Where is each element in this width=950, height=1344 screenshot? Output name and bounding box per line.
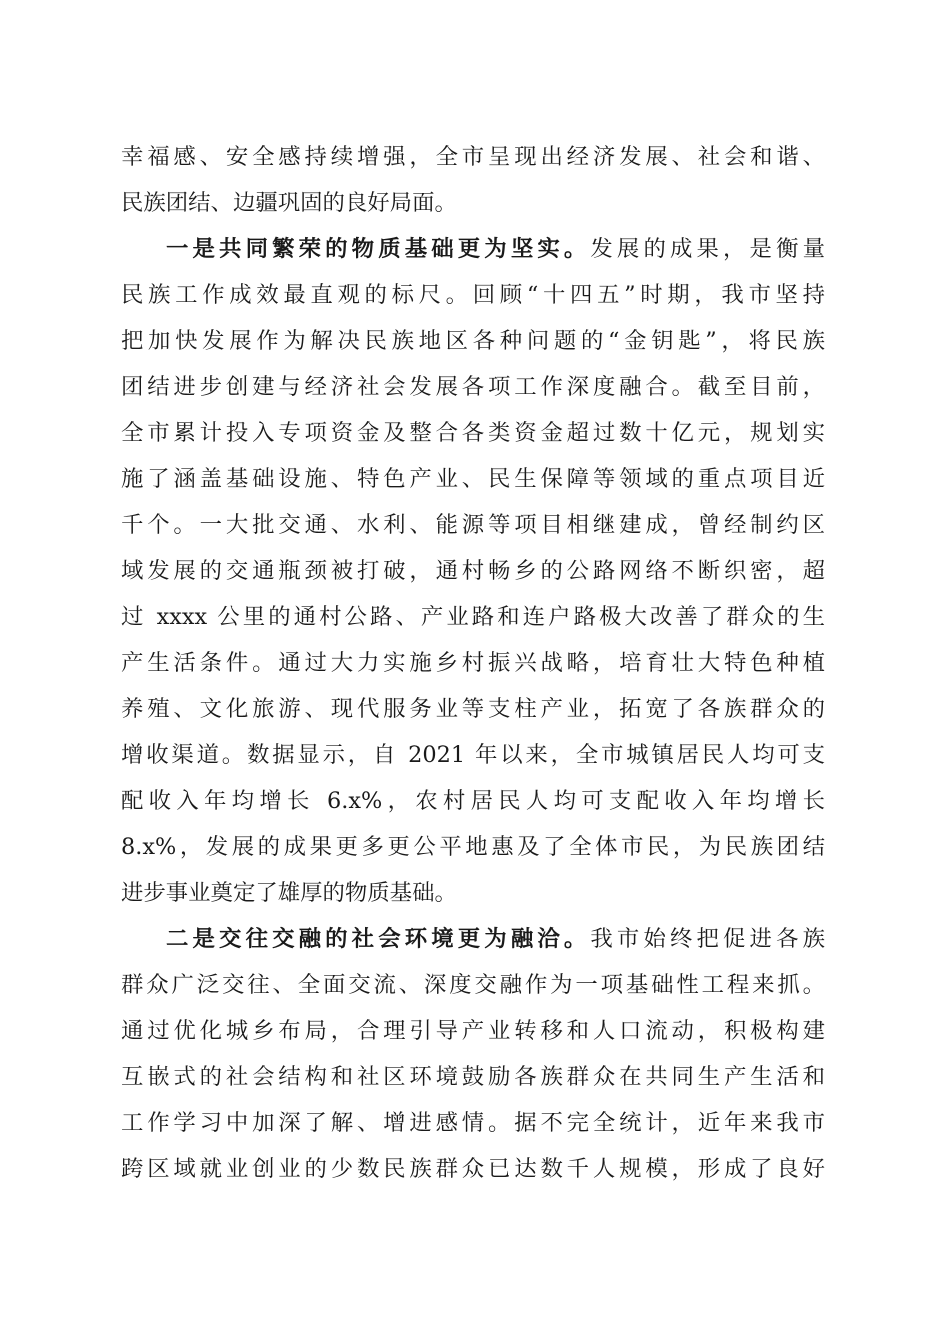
text-line: 互嵌式的社会结构和社区环境鼓励各族群众在共同生产生活和 [121, 1064, 825, 1090]
text-line: 进步事业奠定了雄厚的物质基础。 [121, 880, 457, 906]
text-line: 配收入年均增长 6.x%，农村居民人均可支配收入年均增长 [121, 788, 825, 814]
text-line: 过 xxxx 公里的通村公路、产业路和连户路极大改善了群众的生 [121, 604, 825, 630]
text-line: 跨区域就业创业的少数民族群众已达数千人规模，形成了良好 [121, 1156, 825, 1182]
text-line: 域发展的交通瓶颈被打破，通村畅乡的公路网络不断织密，超 [121, 558, 825, 584]
text-line: 群众广泛交往、全面交流、深度交融作为一项基础性工程来抓。 [121, 972, 825, 998]
text-line: 施了涵盖基础设施、特色产业、民生保障等领域的重点项目近 [121, 466, 825, 492]
text-line: 通过优化城乡布局，合理引导产业转移和人口流动，积极构建 [121, 1018, 825, 1044]
text-line: 全市累计投入专项资金及整合各类资金超过数十亿元，规划实 [121, 420, 825, 446]
section-heading-line: 一是共同繁荣的物质基础更为坚实。发展的成果，是衡量 [166, 236, 825, 262]
section-heading: 一是共同繁荣的物质基础更为坚实。 [166, 236, 591, 262]
text-line: 幸福感、安全感持续增强，全市呈现出经济发展、社会和谐、 [121, 144, 825, 170]
text-line: 团结进步创建与经济社会发展各项工作深度融合。截至目前， [121, 374, 825, 400]
text-line: 养殖、文化旅游、现代服务业等支柱产业，拓宽了各族群众的 [121, 696, 825, 722]
text-line: 民族团结、边疆巩固的良好局面。 [121, 190, 457, 216]
text-line: 民族工作成效最直观的标尺。回顾“十四五”时期，我市坚持 [121, 282, 825, 308]
text-line: 增收渠道。数据显示，自 2021 年以来，全市城镇居民人均可支 [121, 742, 825, 768]
text-line: 产生活条件。通过大力实施乡村振兴战略，培育壮大特色种植 [121, 650, 825, 676]
text-line: 8.x%，发展的成果更多更公平地惠及了全体市民，为民族团结 [121, 834, 825, 860]
section-heading: 二是交往交融的社会环境更为融洽。 [166, 926, 591, 952]
text-line: 工作学习中加深了解、增进感情。据不完全统计，近年来我市 [121, 1110, 825, 1136]
section-heading-line: 二是交往交融的社会环境更为融洽。我市始终把促进各族 [166, 926, 825, 952]
text-line: 把加快发展作为解决民族地区各种问题的“金钥匙”，将民族 [121, 328, 825, 354]
text-line: 千个。一大批交通、水利、能源等项目相继建成，曾经制约区 [121, 512, 825, 538]
